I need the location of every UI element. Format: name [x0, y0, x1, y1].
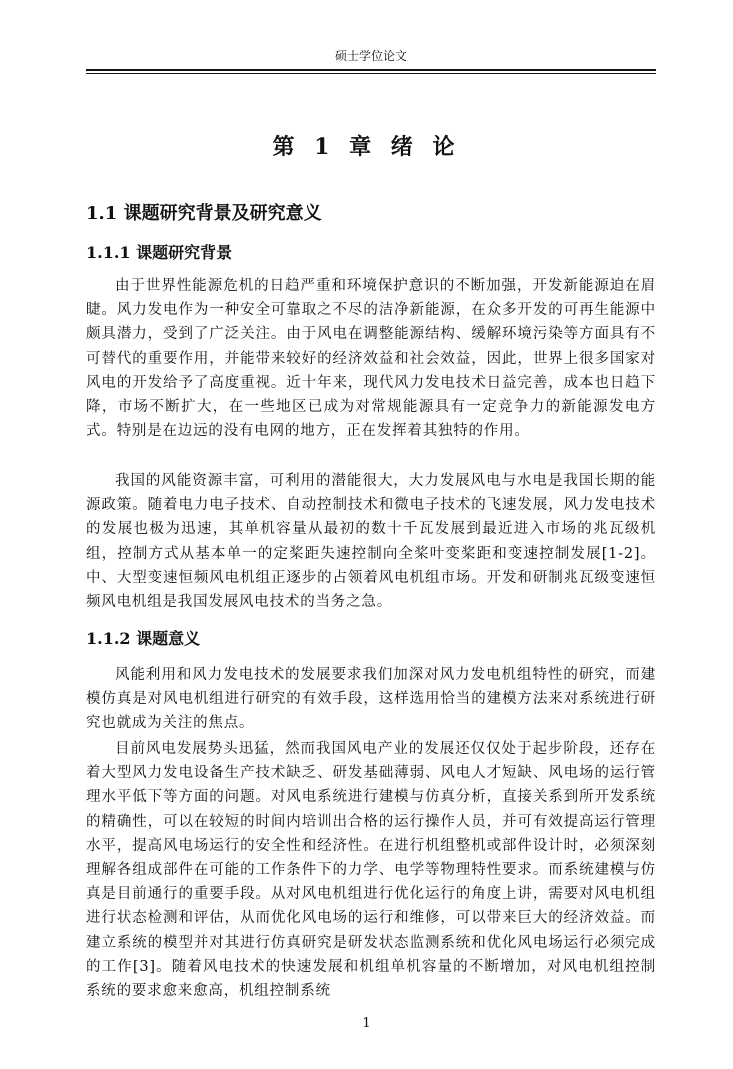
page-number: 1: [362, 1016, 371, 1031]
header-rule: [86, 69, 656, 71]
subsection-heading-background: 1.1.1 课题研究背景: [86, 243, 233, 262]
subsection-heading-significance: 1.1.2 课题意义: [86, 629, 201, 648]
body-paragraph: 我国的风能资源丰富，可利用的潜能很大，大力发展风电与水电是我国长期的能源政策。随着电力电子技术、自动控制技术和微电子技术的飞速发展，风力发电技术的发展也极为迅速，其单机容量从最初的数十千瓦发展到最近进入市场的兆瓦级机组，控制方式从基本单一的定桨距失速控制向全桨叶变桨距和变速控制发展[1-2]。中、大型变速恒频风电机组正逐步的占领着风电机组市场。开发和研制兆瓦级变速恒频风电机组是我国发展风电技术的当务之急。: [86, 473, 656, 611]
body-paragraph: 目前风电发展势头迅猛，然而我国风电产业的发展还仅仅处于起步阶段，还存在着大型风力发电设备生产技术缺乏、研发基础薄弱、风电人才短缺、风电场的运行管理水平低下等方面的问题。对风电系统进行建模与仿真分析，直接关系到所开发系统的精确性，可以在较短的时间内培训出合格的运行操作人员，并可有效提高运行管理水平，提高风电场运行的安全性和经济性。在进行机组整机或部件设计时，必须深刻理解各组成部件在可能的工作条件下的力学、电学等物理特性要求。而系统建模与仿真是目前通行的重要手段。从对风电机组进行优化运行的角度上讲，需要对风电机组进行状态检测和评估，从而优化风电场的运行和维修，可以带来巨大的经济效益。而建立系统的模型并对其进行仿真研究是研发状态监测系统和优化风电场运行必须完成的工作[3]。随着风电技术的快速发展和机组单机容量的不断增加，对风电机组控制系统的要求愈来愈高，机组控制系统: [86, 741, 656, 1000]
body-paragraph: 由于世界性能源危机的日趋严重和环境保护意识的不断加强，开发新能源迫在眉睫。风力发电作为一种安全可靠取之不尽的洁净新能源，在众多开发的可再生能源中颇具潜力，受到了广泛关注。由于风电在调整能源结构、缓解环境污染等方面具有不可替代的重要作用，并能带来较好的经济效益和社会效益，因此，世界上很多国家对风电的开发给予了高度重视。近十年来，现代风力发电技术日益完善，成本也日趋下降，市场不断扩大，在一些地区已成为对常规能源具有一定竞争力的新能源发电方式。特别是在边远的没有电网的地方，正在发挥着其独特的作用。: [86, 278, 656, 440]
running-header: 硕士学位论文: [334, 49, 407, 63]
body-paragraph: 风能利用和风力发电技术的发展要求我们加深对风力发电机组特性的研究，而建模仿真是对风电机组进行研究的有效手段，这样选用恰当的建模方法来对系统进行研究也就成为关注的焦点。: [86, 667, 656, 732]
header-rule-thin: [86, 73, 656, 74]
chapter-title: 第 1 章 绪 论: [272, 134, 461, 160]
section-heading: 1.1 课题研究背景及研究意义: [86, 203, 322, 224]
